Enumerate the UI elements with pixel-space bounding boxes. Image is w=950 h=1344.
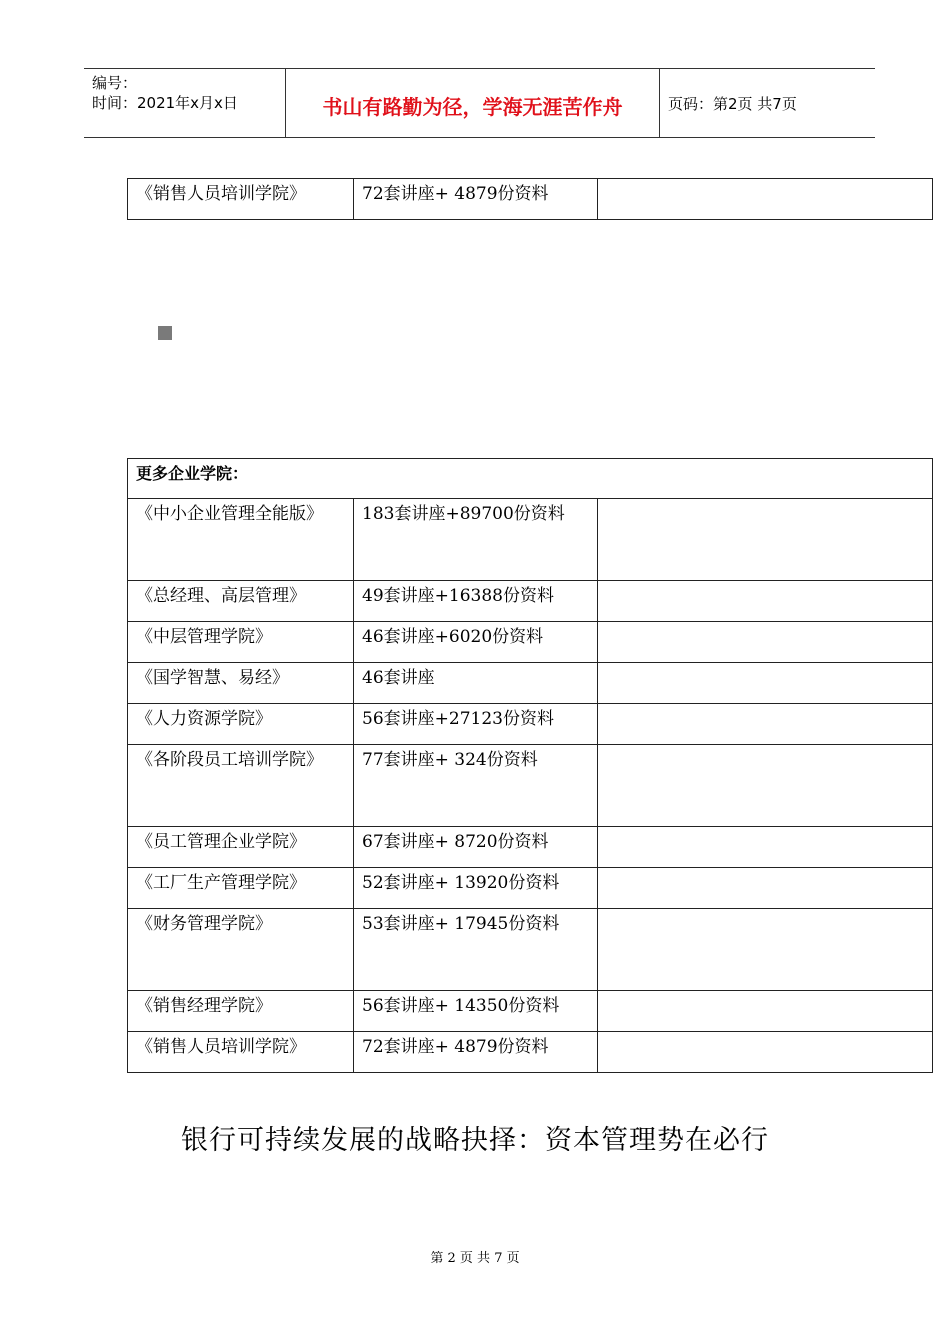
course-info: 56套讲座+27123份资料: [354, 704, 598, 745]
header-divider: [659, 69, 660, 137]
course-info: 67套讲座+ 8720份资料: [354, 827, 598, 868]
table-heading: 更多企业学院：: [128, 459, 933, 499]
course-info: 49套讲座+16388份资料: [354, 581, 598, 622]
course-info: 77套讲座+ 324份资料: [354, 745, 598, 827]
page-footer: 第 2 页 共 7 页: [430, 1251, 520, 1266]
course-extra: [598, 581, 933, 622]
course-name: 《总经理、高层管理》: [128, 581, 354, 622]
course-info: 46套讲座: [354, 663, 598, 704]
course-extra: [598, 1032, 933, 1073]
course-name: 《人力资源学院》: [128, 704, 354, 745]
course-name: 《各阶段员工培训学院》: [128, 745, 354, 827]
course-info: 183套讲座+89700份资料: [354, 499, 598, 581]
course-name: 《国学智慧、易经》: [128, 663, 354, 704]
course-name: 《财务管理学院》: [128, 909, 354, 991]
course-extra: [598, 745, 933, 827]
table-row: [128, 499, 933, 581]
table-row: [128, 1032, 933, 1073]
course-extra: [598, 663, 933, 704]
course-name: 《销售人员培训学院》: [128, 1032, 354, 1073]
course-extra: [598, 179, 933, 220]
course-name: 《中小企业管理全能版》: [128, 499, 354, 581]
course-info: 52套讲座+ 13920份资料: [354, 868, 598, 909]
course-name: 《工厂生产管理学院》: [128, 868, 354, 909]
table-row: [128, 909, 933, 991]
course-info: 46套讲座+6020份资料: [354, 622, 598, 663]
number-label: 编号：: [92, 74, 138, 92]
course-info: 72套讲座+ 4879份资料: [354, 1032, 598, 1073]
course-name: 《销售人员培训学院》: [128, 179, 354, 220]
header-meta: [92, 73, 238, 113]
document-title: 银行可持续发展的战略抉择：资本管理势在必行: [181, 1125, 769, 1156]
course-info: 72套讲座+ 4879份资料: [354, 179, 598, 220]
main-table: [127, 458, 933, 1073]
course-name: 《销售经理学院》: [128, 991, 354, 1032]
course-extra: [598, 622, 933, 663]
header-page-info: 页码：第2页 共7页: [668, 95, 797, 113]
course-extra: [598, 868, 933, 909]
course-extra: [598, 909, 933, 991]
header-motto: 书山有路勤为径，学海无涯苦作舟: [322, 95, 623, 119]
table-row: [128, 179, 933, 220]
course-info: 56套讲座+ 14350份资料: [354, 991, 598, 1032]
course-name: 《中层管理学院》: [128, 622, 354, 663]
top-table: [127, 178, 933, 220]
table-row: [128, 745, 933, 827]
course-extra: [598, 991, 933, 1032]
course-extra: [598, 499, 933, 581]
course-extra: [598, 827, 933, 868]
course-info: 53套讲座+ 17945份资料: [354, 909, 598, 991]
square-bullet-icon: [158, 326, 172, 340]
page-header: [84, 68, 875, 138]
time-label: 时间：2021年x月x日: [92, 94, 238, 112]
course-name: 《员工管理企业学院》: [128, 827, 354, 868]
course-extra: [598, 704, 933, 745]
